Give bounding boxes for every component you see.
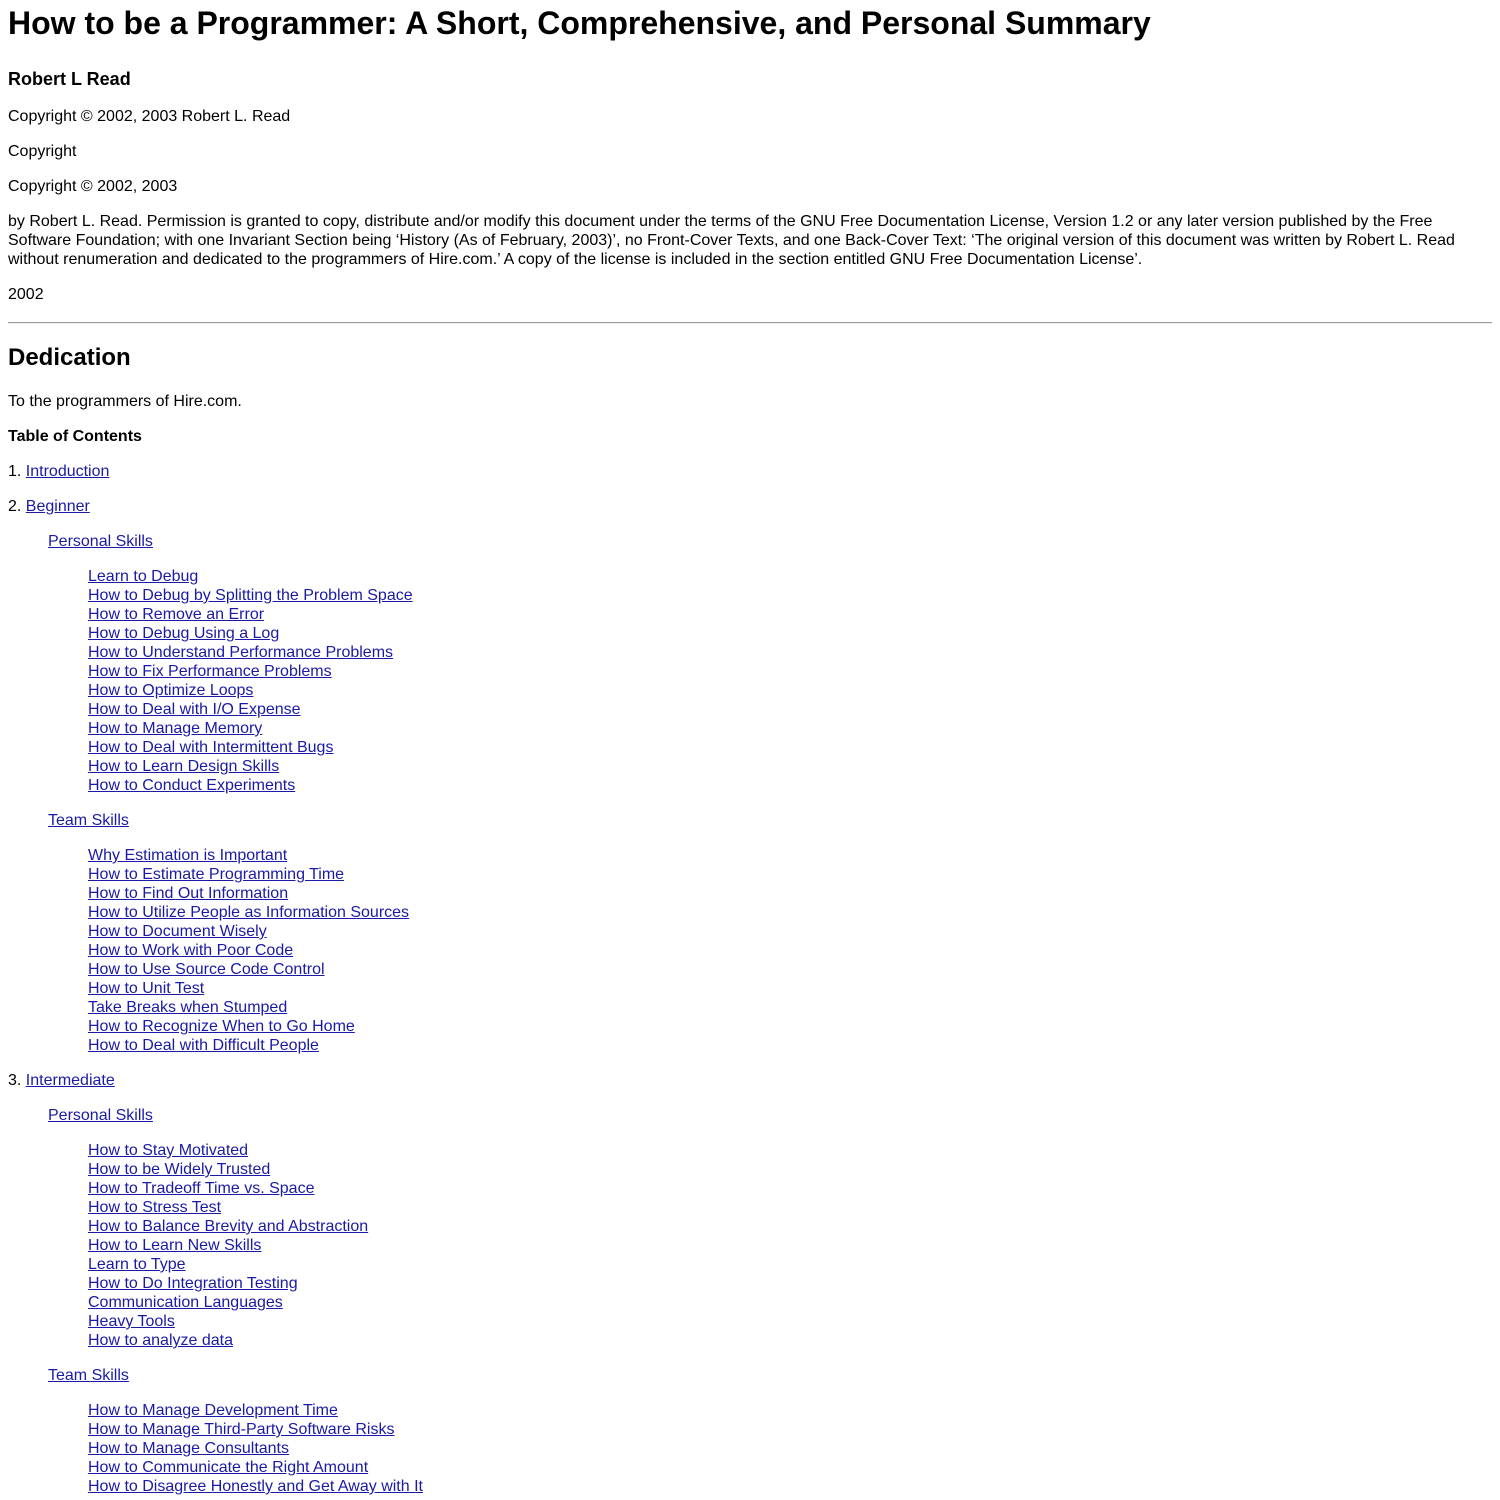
list-item bbox=[88, 757, 1492, 776]
toc-link-intermediate[interactable]: Intermediate bbox=[25, 1072, 115, 1089]
list-item bbox=[88, 903, 1492, 922]
list-item bbox=[88, 624, 1492, 643]
toc-section bbox=[48, 532, 1492, 551]
table-of-contents bbox=[8, 462, 1492, 1496]
toc-topic-list bbox=[88, 567, 1492, 795]
list-item bbox=[88, 776, 1492, 795]
toc-section bbox=[48, 1366, 1492, 1385]
toc-link-how-to-utilize-people-as-information-sources[interactable]: How to Utilize People as Information Sources bbox=[88, 904, 410, 921]
list-item bbox=[88, 941, 1492, 960]
toc-link-how-to-recognize-when-to-go-home[interactable]: How to Recognize When to Go Home bbox=[88, 1018, 355, 1035]
toc-link-how-to-manage-third-party-software-risks[interactable]: How to Manage Third-Party Software Risks bbox=[88, 1421, 395, 1438]
toc-link-how-to-learn-new-skills[interactable]: How to Learn New Skills bbox=[88, 1237, 262, 1254]
list-item bbox=[88, 700, 1492, 719]
toc-link-how-to-debug-by-splitting-the-problem-space[interactable]: How to Debug by Splitting the Problem Space bbox=[88, 587, 413, 604]
toc-link-take-breaks-when-stumped[interactable]: Take Breaks when Stumped bbox=[88, 999, 288, 1016]
toc-link-how-to-estimate-programming-time[interactable]: How to Estimate Programming Time bbox=[88, 866, 345, 883]
copyright-years: Copyright © 2002, 2003 bbox=[8, 178, 178, 195]
list-item bbox=[88, 1236, 1492, 1255]
list-item bbox=[88, 922, 1492, 941]
copyright-line: Copyright © 2002, 2003 Robert L. Read bbox=[8, 108, 291, 125]
list-item bbox=[88, 719, 1492, 738]
toc-chapter-introduction bbox=[8, 462, 1492, 481]
list-item bbox=[88, 998, 1492, 1017]
toc-heading: Table of Contents bbox=[8, 428, 142, 445]
toc-link-how-to-manage-consultants[interactable]: How to Manage Consultants bbox=[88, 1440, 289, 1457]
toc-topic-list bbox=[88, 846, 1492, 1055]
toc-link-how-to-manage-memory[interactable]: How to Manage Memory bbox=[88, 720, 263, 737]
toc-link-how-to-be-widely-trusted[interactable]: How to be Widely Trusted bbox=[88, 1161, 271, 1178]
list-item bbox=[88, 1439, 1492, 1458]
publication-year: 2002 bbox=[8, 286, 44, 303]
list-item bbox=[88, 1036, 1492, 1055]
toc-link-how-to-tradeoff-time-vs-space[interactable]: How to Tradeoff Time vs. Space bbox=[88, 1180, 315, 1197]
toc-link-how-to-deal-with-i-o-expense[interactable]: How to Deal with I/O Expense bbox=[88, 701, 301, 718]
toc-chapter-number: 2. bbox=[8, 498, 26, 515]
dedication-text: To the programmers of Hire.com. bbox=[8, 393, 242, 410]
toc-link-how-to-use-source-code-control[interactable]: How to Use Source Code Control bbox=[88, 961, 325, 978]
toc-link-beginner-team-skills[interactable]: Team Skills bbox=[48, 812, 129, 829]
toc-link-how-to-find-out-information[interactable]: How to Find Out Information bbox=[88, 885, 289, 902]
toc-link-how-to-remove-an-error[interactable]: How to Remove an Error bbox=[88, 606, 265, 623]
toc-link-how-to-deal-with-intermittent-bugs[interactable]: How to Deal with Intermittent Bugs bbox=[88, 739, 334, 756]
toc-link-how-to-stress-test[interactable]: How to Stress Test bbox=[88, 1199, 222, 1216]
document-page bbox=[0, 4, 1500, 1496]
toc-link-introduction[interactable]: Introduction bbox=[25, 463, 110, 480]
toc-link-why-estimation-is-important[interactable]: Why Estimation is Important bbox=[88, 847, 288, 864]
list-item bbox=[88, 1293, 1492, 1312]
list-item bbox=[88, 1198, 1492, 1217]
toc-link-how-to-analyze-data[interactable]: How to analyze data bbox=[88, 1332, 233, 1349]
list-item bbox=[88, 1255, 1492, 1274]
list-item bbox=[88, 681, 1492, 700]
list-item bbox=[88, 1274, 1492, 1293]
list-item bbox=[88, 1312, 1492, 1331]
list-item bbox=[88, 1477, 1492, 1496]
list-item bbox=[88, 567, 1492, 586]
list-item bbox=[88, 846, 1492, 865]
toc-link-communication-languages[interactable]: Communication Languages bbox=[88, 1294, 283, 1311]
section-divider bbox=[8, 322, 1492, 324]
toc-link-intermediate-personal-skills[interactable]: Personal Skills bbox=[48, 1107, 153, 1124]
list-item bbox=[88, 643, 1492, 662]
toc-chapter-intermediate bbox=[8, 1071, 1492, 1090]
list-item bbox=[88, 738, 1492, 757]
toc-chapter-number: 1. bbox=[8, 463, 26, 480]
toc-link-beginner-personal-skills[interactable]: Personal Skills bbox=[48, 533, 153, 550]
list-item bbox=[88, 865, 1492, 884]
toc-section bbox=[48, 811, 1492, 830]
list-item bbox=[88, 1141, 1492, 1160]
toc-link-how-to-disagree-honestly-and-get-away-with-it[interactable]: How to Disagree Honestly and Get Away with It bbox=[88, 1478, 423, 1495]
page-title: How to be a Programmer: A Short, Comprehensive, and Personal Summary bbox=[8, 5, 1151, 41]
toc-topic-list bbox=[88, 1401, 1492, 1496]
list-item bbox=[88, 1401, 1492, 1420]
list-item bbox=[88, 1179, 1492, 1198]
list-item bbox=[88, 586, 1492, 605]
dedication-heading: Dedication bbox=[8, 344, 131, 371]
toc-link-how-to-debug-using-a-log[interactable]: How to Debug Using a Log bbox=[88, 625, 280, 642]
toc-link-how-to-fix-performance-problems[interactable]: How to Fix Performance Problems bbox=[88, 663, 332, 680]
toc-link-how-to-balance-brevity-and-abstraction[interactable]: How to Balance Brevity and Abstraction bbox=[88, 1218, 369, 1235]
toc-link-how-to-optimize-loops[interactable]: How to Optimize Loops bbox=[88, 682, 254, 699]
toc-chapter-beginner bbox=[8, 497, 1492, 516]
toc-section bbox=[48, 1106, 1492, 1125]
toc-link-how-to-stay-motivated[interactable]: How to Stay Motivated bbox=[88, 1142, 249, 1159]
toc-link-heavy-tools[interactable]: Heavy Tools bbox=[88, 1313, 175, 1330]
toc-link-how-to-deal-with-difficult-people[interactable]: How to Deal with Difficult People bbox=[88, 1037, 319, 1054]
toc-link-how-to-manage-development-time[interactable]: How to Manage Development Time bbox=[88, 1402, 338, 1419]
toc-link-how-to-learn-design-skills[interactable]: How to Learn Design Skills bbox=[88, 758, 280, 775]
list-item bbox=[88, 960, 1492, 979]
list-item bbox=[88, 1420, 1492, 1439]
list-item bbox=[88, 884, 1492, 903]
author-name: Robert L Read bbox=[8, 69, 131, 89]
toc-link-learn-to-type[interactable]: Learn to Type bbox=[88, 1256, 186, 1273]
list-item bbox=[88, 1217, 1492, 1236]
list-item bbox=[88, 1331, 1492, 1350]
toc-link-how-to-document-wisely[interactable]: How to Document Wisely bbox=[88, 923, 267, 940]
list-item bbox=[88, 979, 1492, 998]
toc-link-how-to-conduct-experiments[interactable]: How to Conduct Experiments bbox=[88, 777, 296, 794]
toc-link-beginner[interactable]: Beginner bbox=[25, 498, 90, 515]
toc-link-how-to-work-with-poor-code[interactable]: How to Work with Poor Code bbox=[88, 942, 294, 959]
list-item bbox=[88, 605, 1492, 624]
legal-notice: by Robert L. Read. Permission is granted to copy, distribute and/or modify this document under the terms of the GNU Free Documentation License, Version 1.2 or any later version published by the Free Software Foundation; with one Invariant Section being ‘History (As of February, 2003)’, no Front-Cover Texts, and one Back-Cover Text: ‘The original version of this document was written by Robert L. Read without renumeration and dedicated to the programmers of Hire.com.’ A copy of the license is included in the section entitled GNU Free Documentation License’. bbox=[8, 213, 1455, 268]
list-item bbox=[88, 662, 1492, 681]
toc-link-how-to-do-integration-testing[interactable]: How to Do Integration Testing bbox=[88, 1275, 298, 1292]
list-item bbox=[88, 1017, 1492, 1036]
copyright-label: Copyright bbox=[8, 143, 77, 160]
toc-chapter-number: 3. bbox=[8, 1072, 26, 1089]
toc-link-how-to-understand-performance-problems[interactable]: How to Understand Performance Problems bbox=[88, 644, 394, 661]
list-item bbox=[88, 1458, 1492, 1477]
toc-link-learn-to-debug[interactable]: Learn to Debug bbox=[88, 568, 199, 585]
list-item bbox=[88, 1160, 1492, 1179]
toc-link-how-to-unit-test[interactable]: How to Unit Test bbox=[88, 980, 205, 997]
toc-link-how-to-communicate-the-right-amount[interactable]: How to Communicate the Right Amount bbox=[88, 1459, 369, 1476]
toc-link-intermediate-team-skills[interactable]: Team Skills bbox=[48, 1367, 129, 1384]
toc-topic-list bbox=[88, 1141, 1492, 1350]
